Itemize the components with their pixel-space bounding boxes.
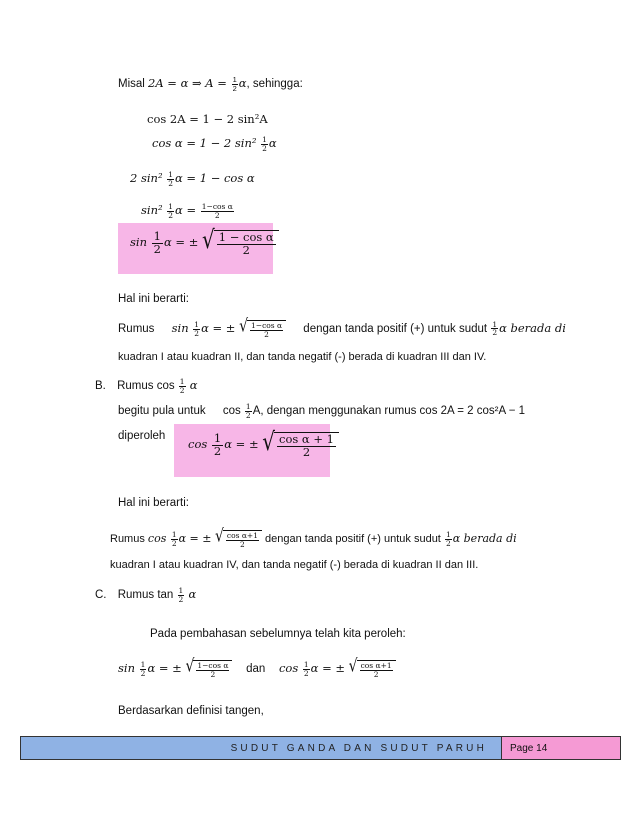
section-b-heading: B. Rumus cos $\frac{1}{2}$ α [95,377,198,395]
sqrt-symbol: √ $\frac{\text{1 − cos α}}{2}$ [202,230,279,256]
diperoleh-label: diperoleh [118,430,166,442]
sqrt-symbol: √ $\frac{\text{cos α + 1}}{2}$ [262,432,339,458]
section-c-heading: C. Rumus tan $\frac{1}{2}$ α [95,586,197,604]
page-number: Page 14 [501,737,620,759]
rumus-cos-line-2: kuadran I atau kuadran IV, dan tanda negatif (-) berada di kuadran II dan III. [110,559,479,571]
rumus-cos-line: Rumus cos $\frac{1}{2}$ α = ± √ $\frac{\text{cos α+1}}{2}$ dengan tanda positif (+) untuk sudut $\frac{1}{2}$ α berada di [110,526,517,549]
misal-line: Misal 2A = α ⇒ A = $\frac{1}{2}$ α, sehingga: [118,75,303,93]
begitu-line: begitu pula untuk cos $\frac{1}{2}$ A, dengan menggunakan rumus cos 2A = 2 cos²A − 1 [118,402,526,420]
pada-pembahasan-text: Pada pembahasan sebelumnya telah kita peroleh: [150,628,406,640]
rumus-sin-line: Rumus sin $\frac{1}{2}$ α = ± √ $\frac{\text{1−cos α}}{2}$ dengan tanda positif (+) untuk sudut $\frac{1}{2}$ α berada di [118,316,566,339]
equation-line-1: cos 2A = 1 − 2 sin²A [147,112,268,126]
equation-line-2: cos α = 1 − 2 sin² $\frac{1}{2}$ α [152,135,277,153]
half-fraction: $\frac{1}{2}$ [232,75,237,93]
equation-line-4: sin² $\frac{1}{2}$ α = $\frac{\text{1−cos α}}{2}$ [141,202,233,220]
page-footer [20,736,621,760]
sin-cos-pair: sin $\frac{1}{2}$ α = ± √ $\frac{\text{1−cos α}}{2}$ dan cos $\frac{1}{2}$ α = ± √ $\frac{\text{cos α+1}}{2}$ [118,660,396,678]
hal-ini-berarti-1: Hal ini berarti: [118,293,189,305]
hal-ini-berarti-2: Hal ini berarti: [118,497,189,509]
footer-title: SUDUT GANDA DAN SUDUT PARUH [21,737,501,759]
formula-cos-half: cos $\frac{1}{2}$ α = ± √ $\frac{\text{cos α + 1}}{2}$ [188,432,339,458]
formula-sin-half: sin $\frac{1}{2}$ α = ± √ $\frac{\text{1 − cos α}}{2}$ [130,230,279,256]
berdasarkan-text: Berdasarkan definisi tangen, [118,705,264,717]
equation-line-3: 2 sin² $\frac{1}{2}$ α = 1 − cos α [130,170,255,188]
rumus-sin-line-2: kuadran I atau kuadran II, dan tanda negatif (-) berada di kuadran III dan IV. [118,351,487,363]
